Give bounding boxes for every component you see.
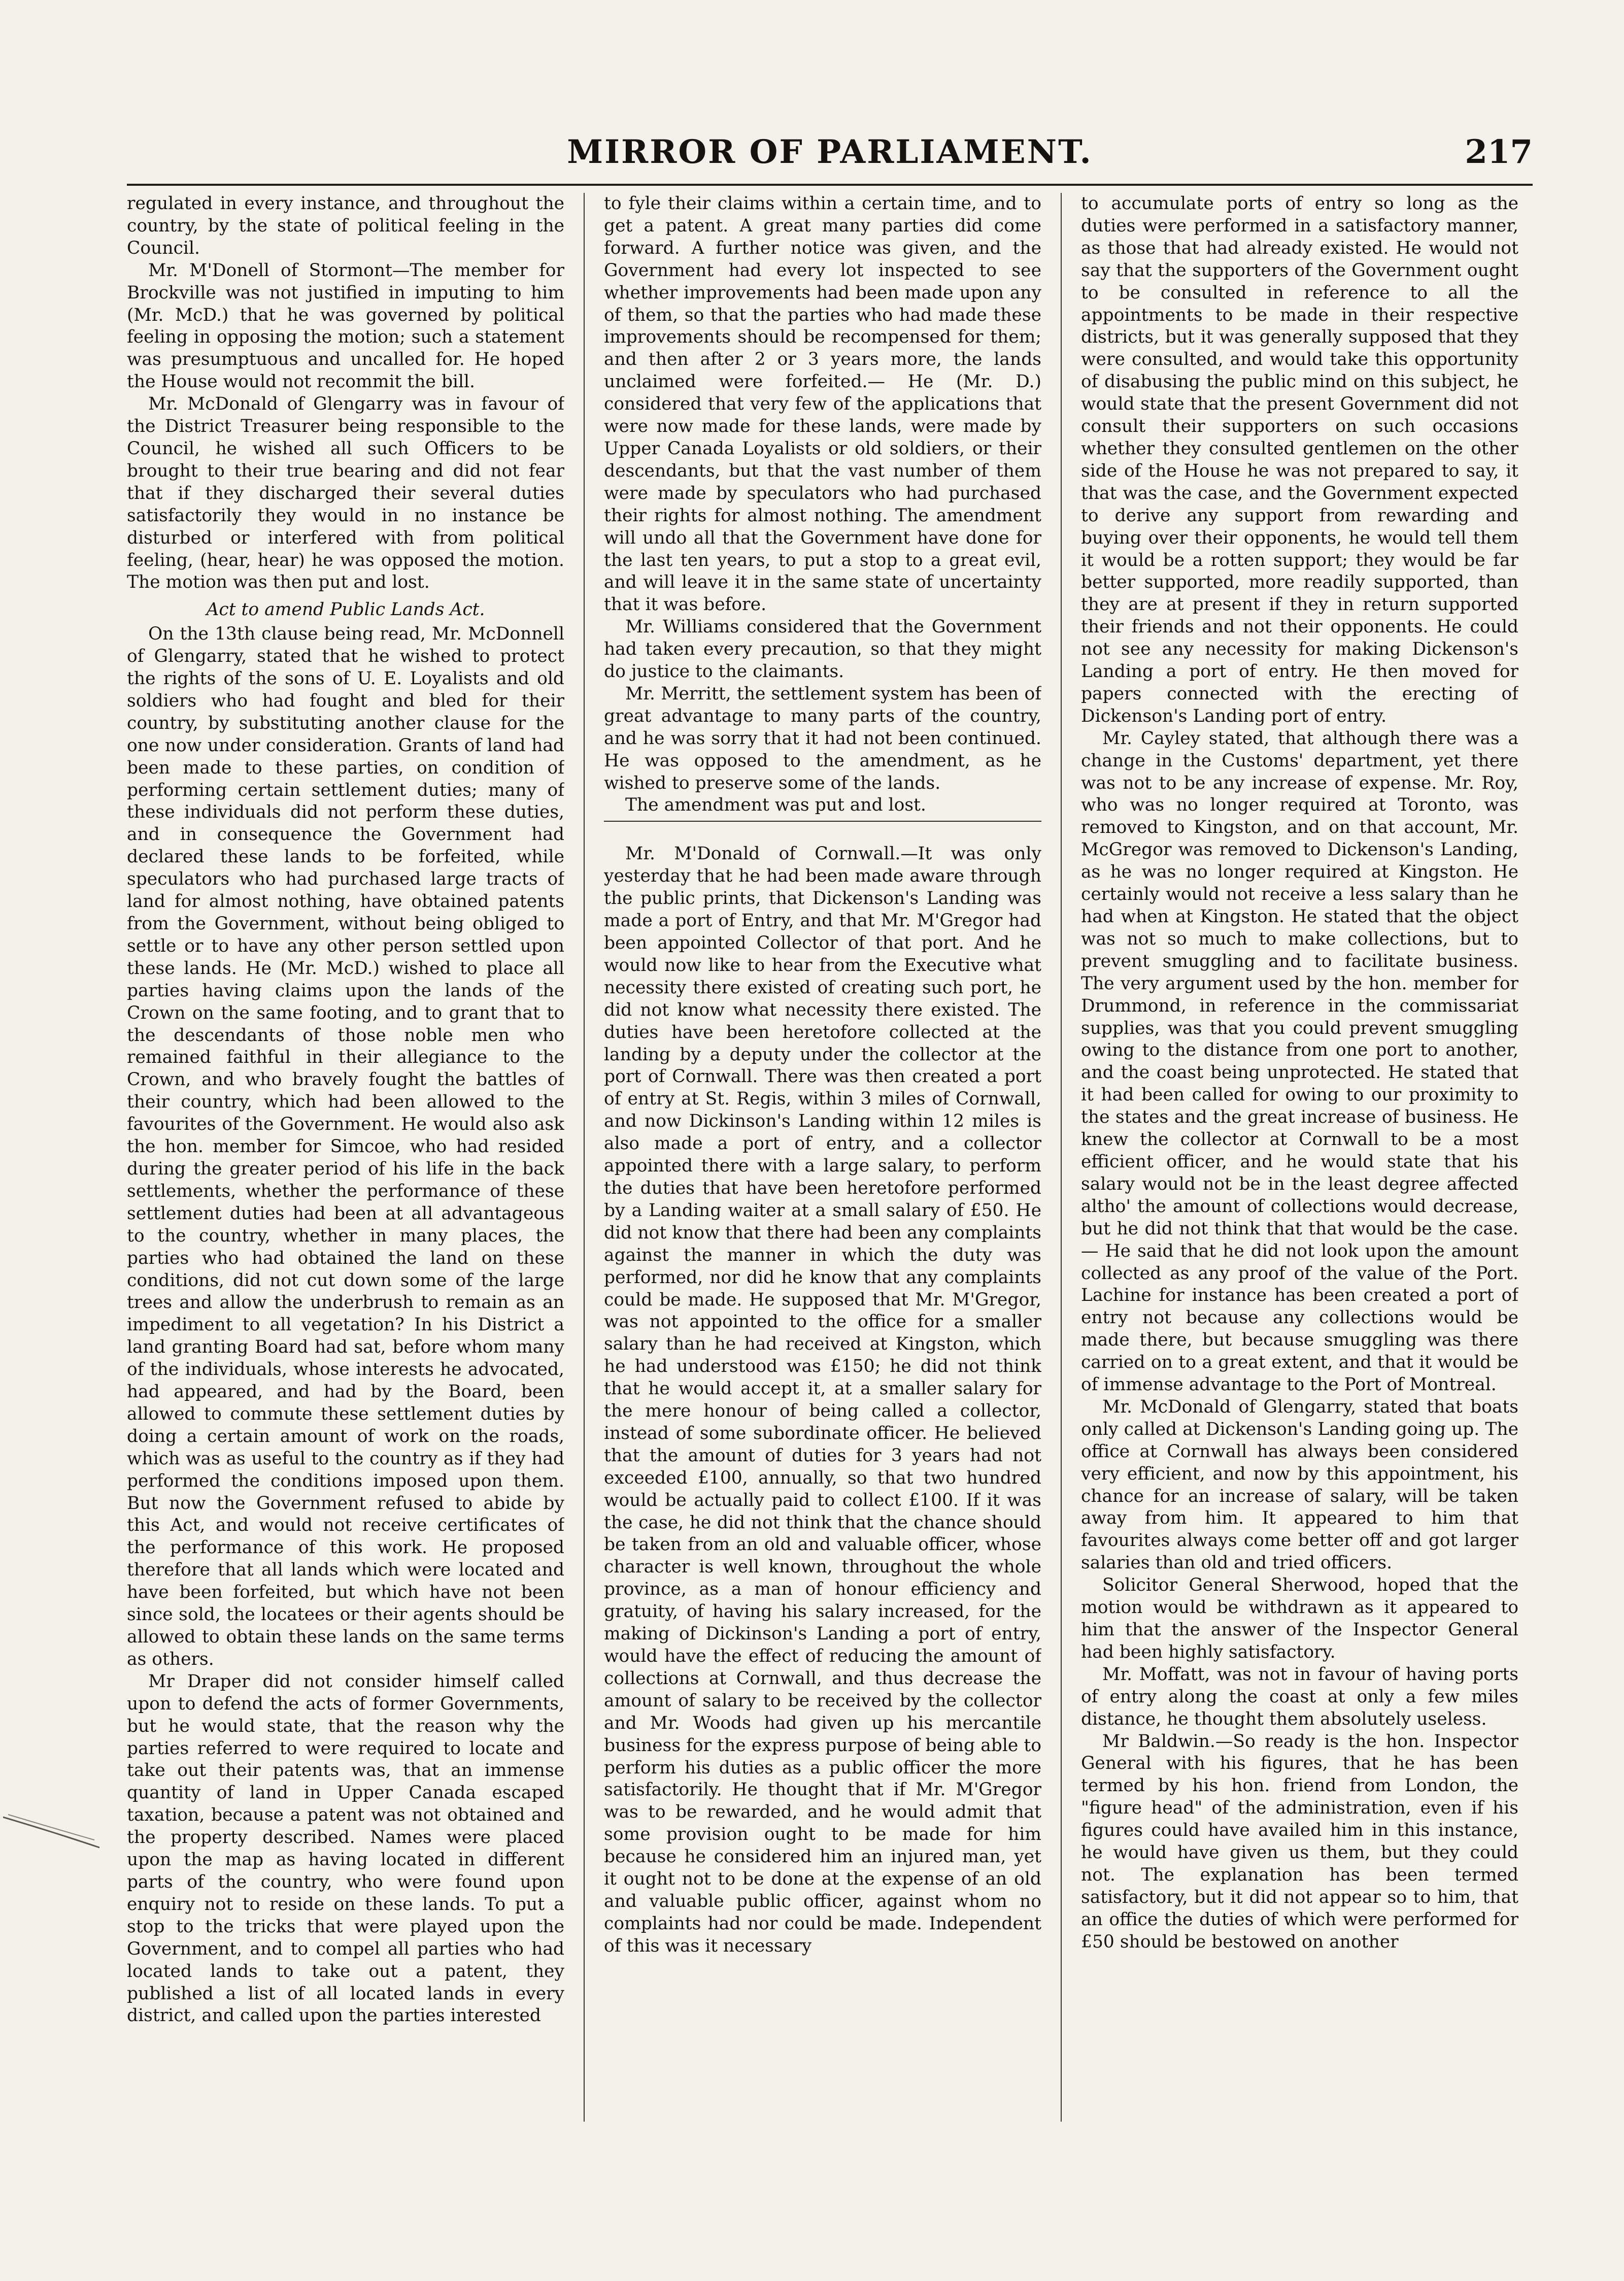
column-2 — [604, 193, 1041, 2122]
paragraph: Mr. Cayley stated, that although there was a change in the Customs' department, yet there was not to be any increase of expense. Mr. Roy, who was no longer required at Toronto, was removed to Kingston, and on that account, Mr. McGregor was removed to Dickenson's Landing, as he was no longer required at Kingston. He certainly would not receive a less salary than he had when at Kingston. He stated that the object was not so much to make collections, but to prevent smuggling and to facilitate business. The very argument used by the hon. member for Drummond, in reference in the commissariat supplies, was that you could prevent smuggling owing to the distance from one port to another, and the coast being unprotected. He stated that it had been called for owing to our proximity to the states and the great increase of business. He knew the collector at Cornwall to be a most efficient officer, and he would state that his salary would not be in the least degree affected altho' the amount of collections would decrease, but he did not think that that would be the case.— He said that he did not look upon the amount collected as any proof of the value of the Port. Lachine for instance has been created a port of entry not because any collections would be made there, but because smuggling was there carried on to a great extent, and that it would be of immense advantage to the Port of Montreal. — [1081, 728, 1518, 1395]
paragraph: Mr Baldwin.—So ready is the hon. Inspector General with his figures, that he has been termed by his hon. friend from London, the "figure head" of the administration, even if his figures could have availed him in this instance, he would have given us them, but they could not. The explanation has been termed satisfactory, but it did not appear so to him, that an office the duties of which were performed for £50 should be bestowed on another — [1081, 1731, 1518, 1952]
column-divider-1 — [584, 193, 585, 2122]
paragraph: to accumulate ports of entry so long as the duties were performed in a satisfactory manner, as those that had already existed. He would not say that the supporters of the Government ought to be consulted in reference to all the appointments to be made in their respective districts, but it was generally supposed that they were consulted, and would take this opportunity of disabusing the public mind on this subject, he would state that the present Government did not consult their supporters on such occasions whether they consulted gentlemen on the other side of the House he was not prepared to say, it that was the case, and the Government expected to derive any support from rewarding and buying over their opponents, he would tell them it would be a rotten support; they would be far better supported, more readily supported, than they are at present if they in return supported their friends and not their opponents. He could not see any necessity for making Dickenson's Landing a port of entry. He then moved for papers connected with the erecting of Dickenson's Landing port of entry. — [1081, 193, 1518, 726]
paragraph: Mr. Moffatt, was not in favour of having ports of entry along the coast at only a few miles distance, he thought them absolutely useless. — [1081, 1664, 1518, 1729]
column-1 — [127, 193, 564, 2122]
paragraph: Mr. McDonald of Glengarry, stated that boats only called at Dickenson's Landing going up. The office at Cornwall has always been considered very efficient, and now by this appointment, his chance for an increase of salary, will be taken away from him. It appeared to him that favourites always come better off and got larger salaries than old and tried officers. — [1081, 1396, 1518, 1573]
page-header — [127, 133, 1533, 179]
paragraph: to fyle their claims within a certain time, and to get a patent. A great many parties did come forward. A further notice was given, and the Government had every lot inspected to see whether improvements had been made upon any of them, so that the parties who had made these improvements should be recompensed for them; and then after 2 or 3 years more, the lands unclaimed were forfeited.— He (Mr. D.) considered that very few of the applications that were now made for these lands, were made by Upper Canada Loyalists or old soldiers, or their descendants, but that the vast number of them were made by speculators who had purchased their rights for almost nothing. The amendment will undo all that the Government have done for the last ten years, to put a stop to a great evil, and will leave it in the same state of uncertainty that it was before. — [604, 193, 1041, 615]
running-title: MIRROR OF PARLIAMENT. — [567, 133, 1093, 171]
header-rule — [127, 184, 1533, 186]
page-number: 217 — [1465, 133, 1533, 171]
paragraph: Mr. Williams considered that the Government had taken every precaution, so that they might do justice to the claimants. — [604, 617, 1041, 682]
paragraph: The amendment was put and lost. — [625, 795, 926, 816]
paragraph: Solicitor General Sherwood, hoped that the motion would be withdrawn as it appeared to him that the answer of the Inspector General had been highly satisfactory. — [1081, 1575, 1518, 1662]
paragraph: Mr Draper did not consider himself called upon to defend the acts of former Governments, but he would state, that the reason why the parties referred to were required to locate and take out their patents was, that an immense quantity of land in Upper Canada escaped taxation, because a patent was not obtained and the property described. Names were placed upon the map as having located in different parts of the country, who were found upon enquiry not to reside on these lands. To put a stop to the tricks that were played upon the Government, and to compel all parties who had located lands to take out a patent, they published a list of all located lands in every district, and called upon the parties interested — [127, 1671, 564, 2026]
column-3 — [1081, 193, 1518, 2122]
pencil-margin-mark — [3, 1812, 105, 1853]
paragraph: Mr. McDonald of Glengarry was in favour of the District Treasurer being responsible to the Council, he wished all such Officers to be brought to their true bearing and did not fear that if they discharged their several duties satisfactorily they would in no instance be disturbed or interfered with from political feeling, (hear, hear) he was opposed the motion. The motion was then put and lost. — [127, 394, 564, 593]
paragraph: regulated in every instance, and throughout the country, by the state of political feeling in the Council. — [127, 193, 564, 258]
paragraph: Mr. M'Donell of Stormont—The member for Brockville was not justified in imputing to him (Mr. McD.) that he was governed by political feeling in opposing the motion; such a statement was presumptuous and uncalled for. He hoped the House would not recommit the bill. — [127, 260, 564, 392]
paragraph: On the 13th clause being read, Mr. McDonnell of Glengarry, stated that he wished to protect the rights of the sons of U. E. Loyalists and old soldiers who had fought and bled for their country, by substituting another clause for the one now under consideration. Grants of land had been made to these parties, on condition of performing certain settlement duties; many of these individuals did not perform these duties, and in consequence the Government had declared these lands to be forfeited, while speculators who had purchased large tracts of land for almost nothing, have obtained patents from the Government, without being obliged to settle or to have any other person settled upon these lands. He (Mr. McD.) wished to place all parties having claims upon the lands of the Crown on the same footing, and to grant that to the descendants of those noble men who remained faithful in their allegiance to the Crown, and who bravely fought the battles of their country, which had been allowed to the favourites of the Government. He would also ask the hon. member for Simcoe, who had resided during the greater period of his life in the back settlements, whether the performance of these settlement duties had been at all advantageous to the country, whether in many places, the parties who had obtained the land on these conditions, did not cut down some of the large trees and allow the underbrush to remain as an impediment to all vegetation? In his District a land granting Board had sat, before whom many of the individuals, whose interests he advocated, had appeared, and had by the Board, been allowed to commute these settlement duties by doing a certain amount of work on the roads, which was as useful to the country as if they had performed the conditions imposed upon them. But now the Government refused to abide by this Act, and would not receive certificates of the performance of this work. He proposed therefore that all lands which were located and have been forfeited, but which have not been since sold, the locatees or their agents should be allowed to obtain these lands on the same terms as others. — [127, 624, 564, 1669]
section-separator — [604, 821, 1041, 822]
paragraph: Mr. Merritt, the settlement system has been of great advantage to many parts of the country, and he was sorry that it had not been continued. He was opposed to the amendment, as he wished to preserve some of the lands. — [604, 683, 1041, 793]
paragraph: Mr. M'Donald of Cornwall.—It was only yesterday that he had been made aware through the public prints, that Dickenson's Landing was made a port of Entry, and that Mr. M'Gregor had been appointed Collector of that port. And he would now like to hear from the Executive what necessity there existed of creating such port, he did not know what necessity there existed. The duties have been heretofore collected at the landing by a deputy under the collector at the port of Cornwall. There was then created a port of entry at St. Regis, within 3 miles of Cornwall, and now Dickinson's Landing within 12 miles is also made a port of entry, and a collector appointed there with a large salary, to perform the duties that have been heretofore performed by a Landing waiter at a small salary of £50. He did not know that there had been any complaints against the manner in which the duty was performed, nor did he know that any complaints could be made. He supposed that Mr. M'Gregor, was not appointed to the office for a smaller salary than he had received at Kingston, which he had understood was £150; he did not think that he would accept it, at a smaller salary for the mere honour of being called a collector, instead of some subordinate officer. He believed that the amount of duties for 3 years had not exceeded £100, annually, so that two hundred would be actually paid to collect £100. If it was the case, he did not think that the chance should be taken from an old and valuable officer, whose character is well known, throughout the whole province, as a man of honour efficiency and gratuity, of having his salary increased, for the making of Dickinson's Landing a port of entry, would have the effect of reducing the amount of collections at Cornwall, and thus decrease the amount of salary to be received by the collector and Mr. Woods had given up his mercantile business for the express purpose of being able to perform his duties as a public officer the more satisfactorily. He thought that if Mr. M'Gregor was to be rewarded, and he would admit that some provision ought to be made for him because he considered him an injured man, yet it ought not to be done at the expense of an old and valuable public officer, against whom no complaints had nor could be made. Independent of this was it necessary — [604, 844, 1041, 1956]
section-heading: Act to amend Public Lands Act. — [206, 599, 485, 620]
column-divider-2 — [1061, 193, 1062, 2122]
